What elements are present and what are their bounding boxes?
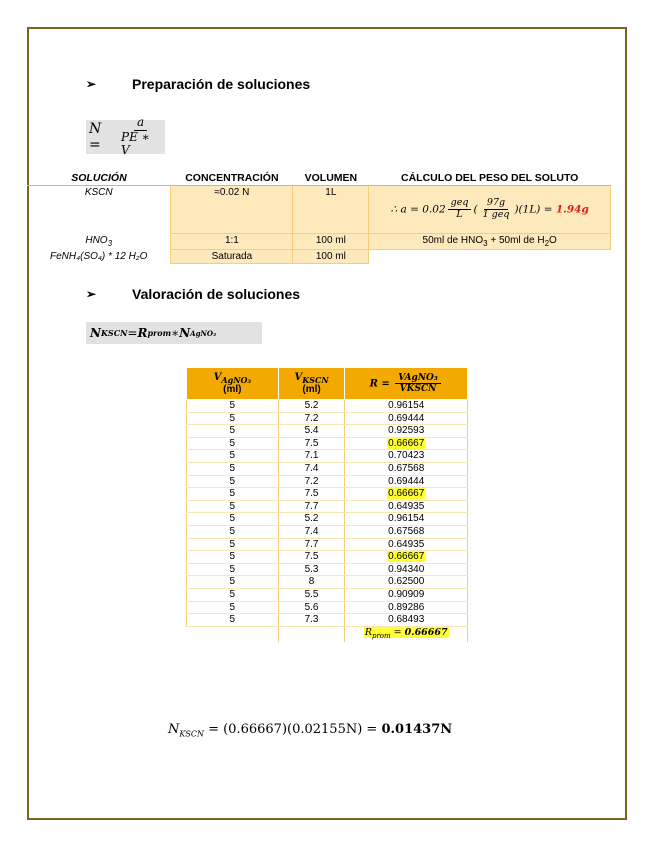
v-kscn-cell: 5.2 [278,400,345,413]
empty-cell [278,626,345,642]
header-volumen: VOLUMEN [293,171,369,186]
ratio-cell [345,488,468,501]
concentration-fenh4: Saturada [171,250,293,264]
calc-97g: 97g [484,198,508,210]
v-agno3-cell: 5 [187,400,279,413]
solution-hno3 [27,234,171,250]
v-agno3-cell: 5 [187,462,279,475]
calculation-kscn: ∴ a = 0.02 $\frac{\text{geq}}{L}$ ( $\frac{97g}{\text{1 geq}}$ )(1L) = 1.94g [369,186,611,234]
calc-prefix: ∴ a = 0.02 [390,203,446,216]
v-agno3-cell: 5 [187,576,279,589]
v-agno3-cell: 5 [187,488,279,501]
calculation-hno3 [369,234,611,250]
prom-R: R [364,626,372,638]
kscn-normality-formula [86,322,262,344]
ratio-cell: 0.90909 [345,588,468,601]
v-kscn-cell: 8 [278,576,345,589]
formula-numerator: a [134,116,147,131]
highlighted-ratio: 0.66667 [388,437,425,449]
hno3-sub: 3 [107,238,113,248]
header-concentracion: CONCENTRACIÓN [171,171,293,186]
ratio-table-header [187,368,468,400]
table-row [187,601,468,614]
h3-lhs: R = [369,378,390,389]
final-expr: = (0.66667)(0.02155N) = [203,722,382,737]
table-row [187,563,468,576]
section-title: Valoración de soluciones [132,286,301,302]
section-title: Preparación de soluciones [132,76,311,92]
table-row [187,462,468,475]
ratio-table-body [187,400,468,627]
h1-sub: AgNO₃ [221,374,251,385]
h2-main: V [294,371,303,383]
normality-formula [86,114,165,158]
table-row [187,513,468,526]
calc-1geq: 1 geq [482,209,510,220]
final-N: N [168,722,180,737]
ratio-cell: 0.68493 [345,614,468,627]
v-kscn-cell: 7.1 [278,450,345,463]
header-v-kscn [278,368,345,400]
highlighted-ratio: 0.66667 [388,488,425,500]
solution-kscn: KSCN [84,187,113,198]
v-kscn-cell: 5.5 [278,588,345,601]
v-agno3-cell: 5 [187,614,279,627]
calc-hno3-b: + 50ml de H [487,235,545,246]
ratio-cell [345,437,468,450]
v-kscn-cell: 7.5 [278,488,345,501]
calc-hno3-a: 50ml de HNO [422,235,484,246]
arrow-bullet-icon: ➢ [86,77,97,91]
ratio-cell: 0.67568 [345,525,468,538]
v-kscn-cell: 7.7 [278,538,345,551]
table-row [187,425,468,438]
calc-suffix: (1L) = [518,203,553,216]
concentration-kscn: ≈0.02 N [171,186,293,234]
final-result: 0.01437N [381,722,453,737]
f2-R-sub: prom [147,328,172,338]
ratio-cell: 0.69444 [345,475,468,488]
calc-hno3-sub1: 3 [483,239,488,248]
v-agno3-cell: 5 [187,500,279,513]
f2-R: R [137,326,148,340]
final-N-sub: KSCN [179,729,204,739]
ratio-table [186,367,468,642]
v-kscn-cell: 7.5 [278,551,345,564]
solutions-table-header [27,171,611,186]
table-row [187,400,468,413]
h3-den: VKSCN [399,384,437,394]
prom-eq: = [390,626,405,638]
h1-main: V [213,371,222,383]
f2-N: N [90,326,101,340]
v-agno3-cell: 5 [187,513,279,526]
ratio-cell: 0.96154 [345,513,468,526]
table-row [187,614,468,627]
ratio-cell: 0.64935 [345,538,468,551]
f2-N-sub: KSCN [100,328,128,338]
ratio-table-footer [187,626,468,642]
v-kscn-cell: 7.7 [278,500,345,513]
v-kscn-cell: 7.2 [278,412,345,425]
v-kscn-cell: 7.2 [278,475,345,488]
concentration-hno3: 1:1 [171,234,293,250]
v-agno3-cell: 5 [187,538,279,551]
v-kscn-cell: 7.4 [278,462,345,475]
table-row [27,186,611,234]
ratio-cell [345,551,468,564]
v-agno3-cell: 5 [187,437,279,450]
header-v-agno3 [187,368,279,400]
calc-L: L [456,209,463,220]
empty-cell [187,626,279,642]
calc-result: 1.94g [555,203,589,216]
table-row [187,500,468,513]
v-agno3-cell: 5 [187,563,279,576]
f2-N2-sub: AgNO₃ [190,328,217,338]
table-row [187,551,468,564]
table-row [187,525,468,538]
ratio-cell: 0.92593 [345,425,468,438]
v-kscn-cell: 7.4 [278,525,345,538]
section-heading-valoracion [86,286,300,302]
f2-eq: = [127,326,138,340]
f2-times: ∗ [171,326,180,340]
v-agno3-cell: 5 [187,588,279,601]
prom-sub: prom [371,631,391,640]
ratio-cell: 0.89286 [345,601,468,614]
empty-cell [369,250,611,264]
volume-kscn: 1L [293,186,369,234]
h2-unit: (ml) [302,384,321,396]
ratio-cell: 0.96154 [345,400,468,413]
calc-hno3-c: O [549,235,557,246]
v-kscn-cell: 5.3 [278,563,345,576]
section-heading-preparacion [86,76,310,92]
v-agno3-cell: 5 [187,475,279,488]
v-kscn-cell: 7.3 [278,614,345,627]
r-prom-cell [345,626,468,642]
v-agno3-cell: 5 [187,425,279,438]
ratio-cell: 0.94340 [345,563,468,576]
v-kscn-cell: 7.5 [278,437,345,450]
ratio-cell: 0.62500 [345,576,468,589]
h2-sub: KSCN [302,374,329,385]
v-kscn-cell: 5.4 [278,425,345,438]
header-calculo: CÁLCULO DEL PESO DEL SOLUTO [369,171,611,186]
v-kscn-cell: 5.2 [278,513,345,526]
highlighted-ratio: 0.66667 [388,551,425,563]
table-row [187,437,468,450]
h1-unit: (ml) [223,384,242,396]
ratio-cell: 0.70423 [345,450,468,463]
formula-lhs: N = [89,121,102,153]
v-agno3-cell: 5 [187,551,279,564]
h3-num: VAgNO₃ [395,373,441,384]
v-agno3-cell: 5 [187,601,279,614]
table-row [187,588,468,601]
v-agno3-cell: 5 [187,412,279,425]
formula-denominator: PE ∗ V [121,129,150,158]
table-row [27,234,611,250]
volume-fenh4: 100 ml [293,250,369,264]
calc-hno3-sub2: 2 [544,239,550,248]
header-ratio [345,368,468,400]
table-row [187,475,468,488]
hno3-base: HNO [85,234,108,246]
final-normality-formula [168,722,452,739]
volume-hno3: 100 ml [293,234,369,250]
ratio-cell: 0.64935 [345,500,468,513]
table-row [187,538,468,551]
arrow-bullet-icon: ➢ [86,287,97,301]
prom-value: 0.66667 [404,626,448,638]
table-row [187,576,468,589]
solutions-table [27,171,611,264]
header-solucion: SOLUCIÓN [27,171,171,186]
table-row [187,488,468,501]
v-agno3-cell: 5 [187,525,279,538]
table-row [27,250,611,264]
ratio-cell: 0.69444 [345,412,468,425]
calc-geq: geq [448,198,472,210]
ratio-cell: 0.67568 [345,462,468,475]
table-row [187,412,468,425]
v-agno3-cell: 5 [187,450,279,463]
f2-N2: N [179,326,191,340]
solution-fenh4: FeNH₄(SO₄) * 12 H₂O [50,250,148,262]
v-kscn-cell: 5.6 [278,601,345,614]
table-row [187,450,468,463]
r-prom-highlight [364,627,449,638]
